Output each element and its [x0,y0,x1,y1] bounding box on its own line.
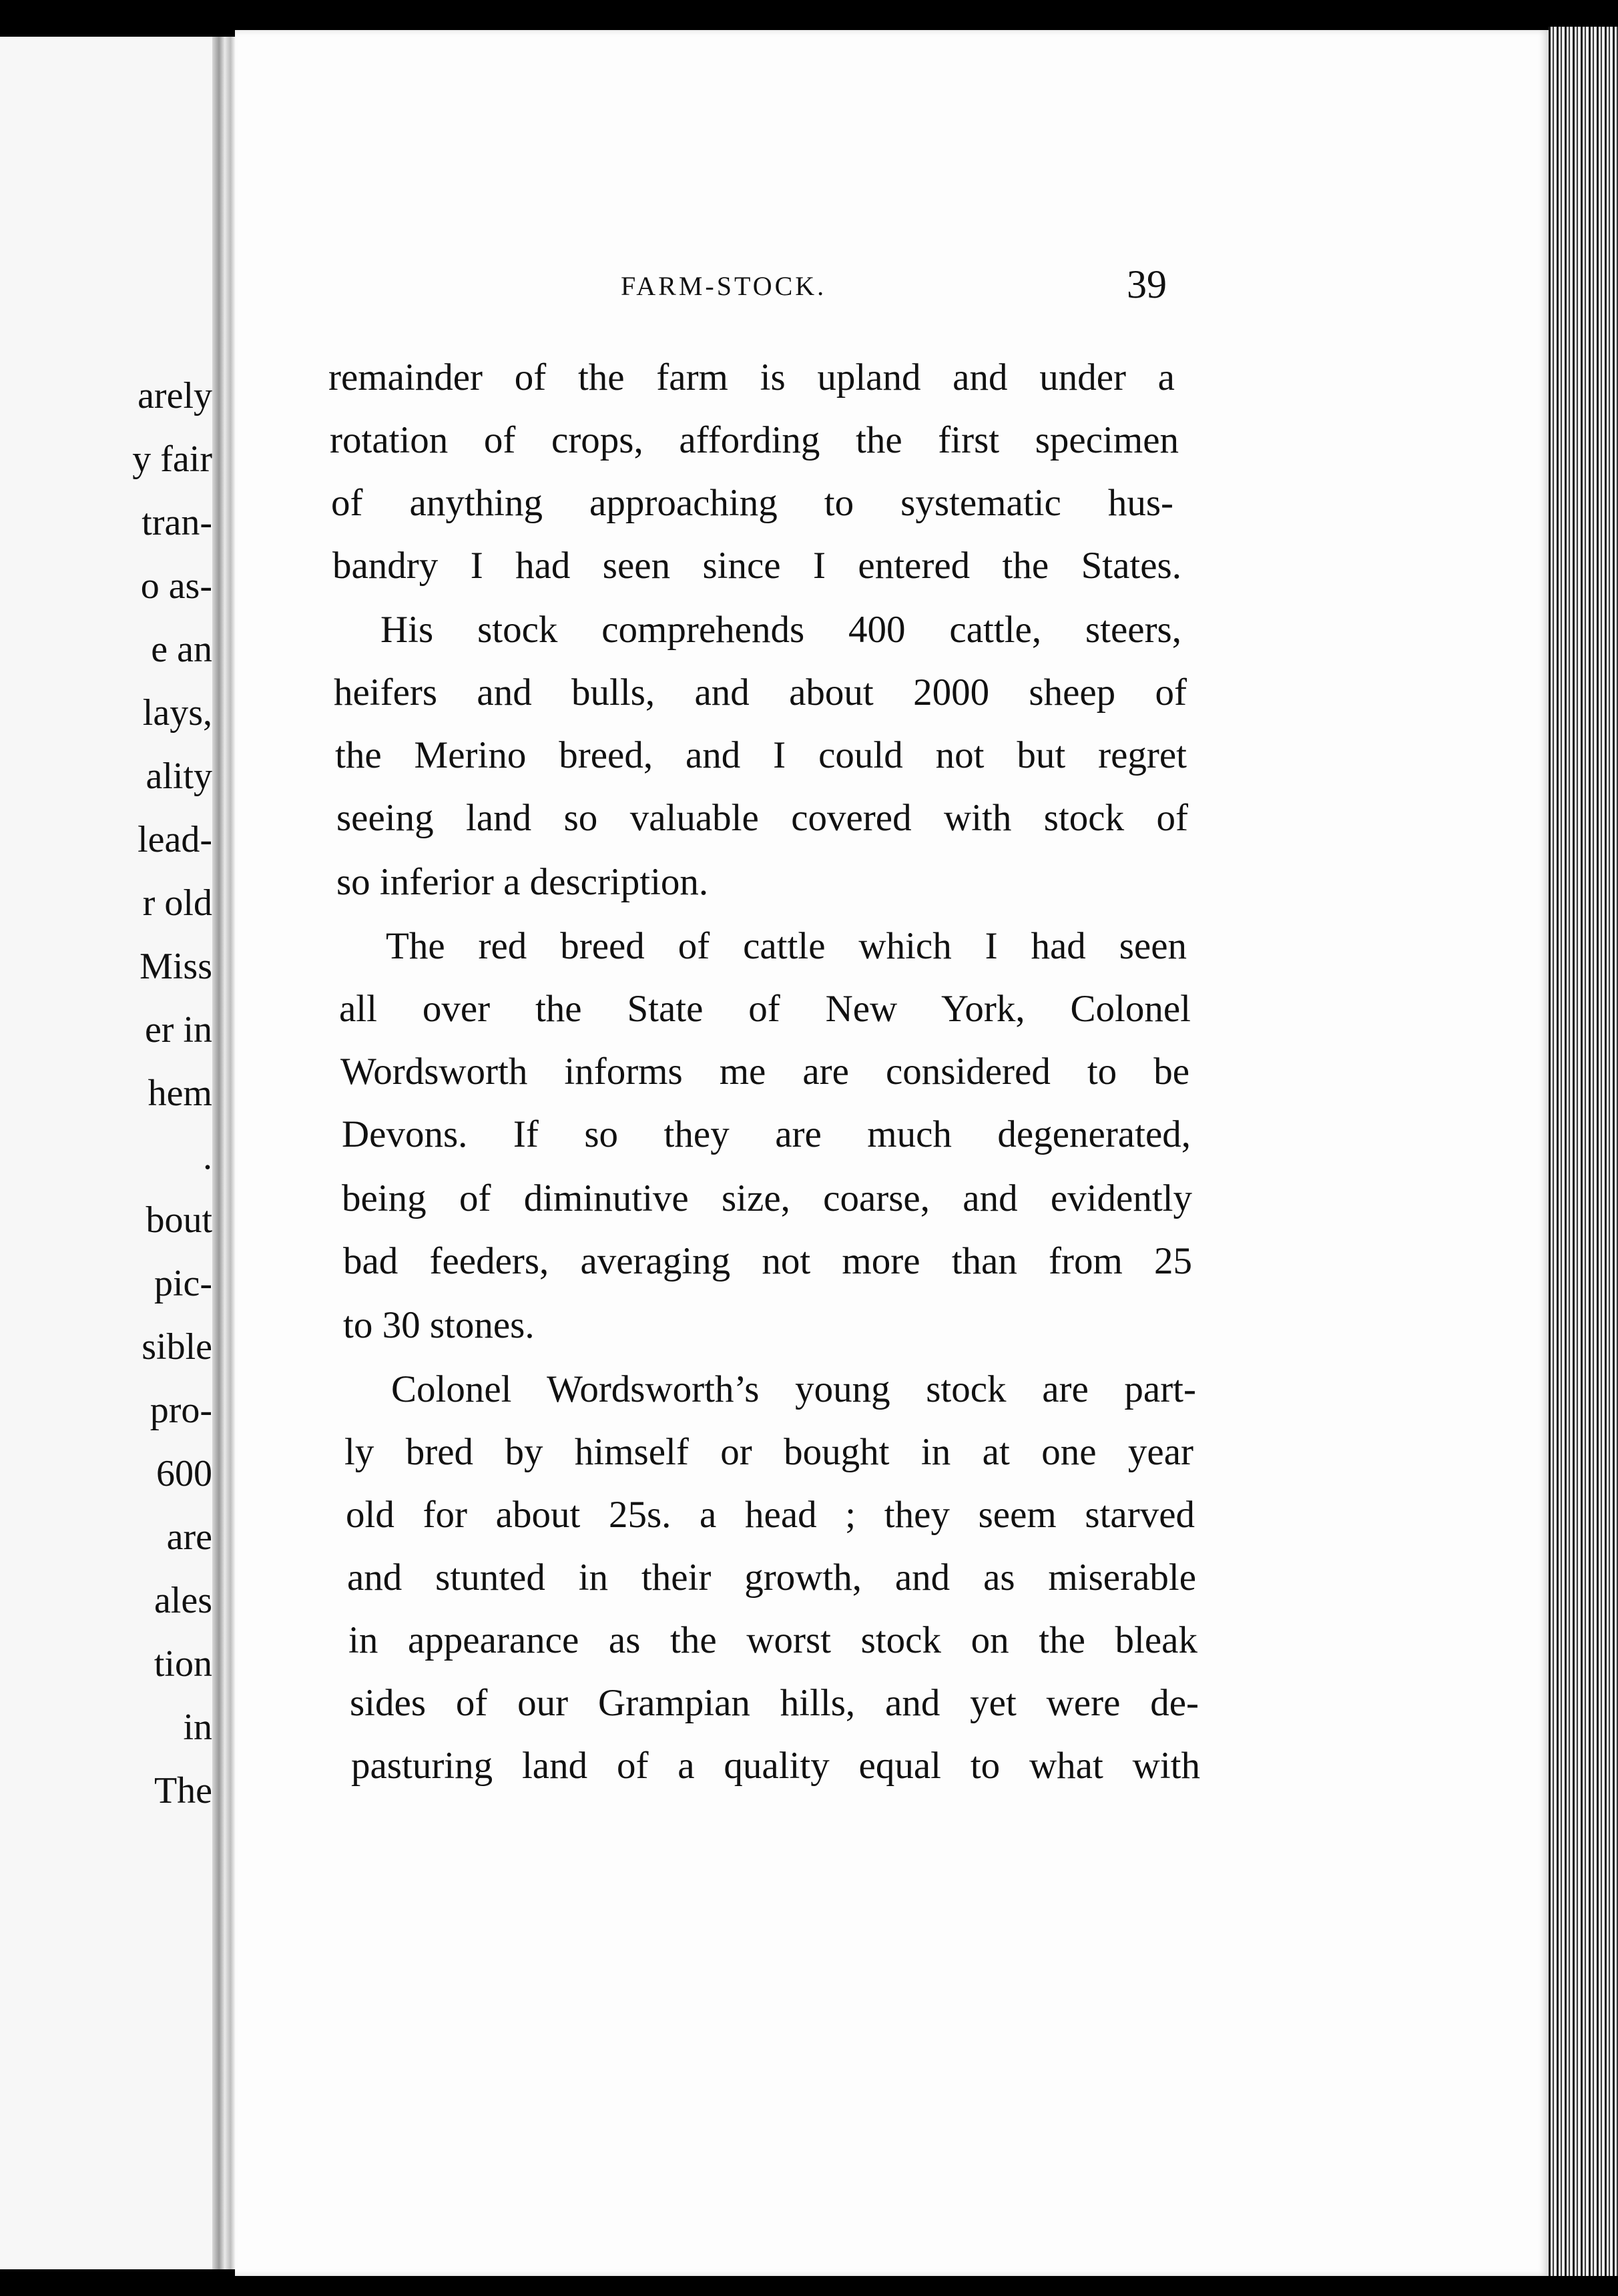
text-line-4: bandry I had seen since I entered the States. [332,545,1181,587]
left-line-4: o as- [140,565,212,607]
text-line-17: Colonel Wordsworth’s young stock are part- [391,1368,1196,1410]
left-line-1: arely [138,375,212,416]
text-line-14: being of diminutive size, coarse, and evidently [342,1177,1192,1219]
left-line-12: hem [148,1073,212,1114]
left-line-18: 600 [156,1453,212,1494]
text-line-16: to 30 stones. [343,1304,535,1346]
left-line-7: ality [146,756,212,797]
text-line-5: His stock comprehends 400 cattle, steers, [380,609,1181,651]
left-line-19: are [166,1516,212,1558]
left-line-3: tran- [142,502,212,543]
left-line-14: bout [146,1199,212,1241]
text-line-7: the Merino breed, and I could not but regret [335,734,1187,776]
left-line-11: er in [144,1009,212,1051]
text-line-2: rotation of crops, affording the first specimen [330,419,1179,461]
text-line-10: The red breed of cattle which I had seen [386,925,1187,967]
left-line-10: Miss [140,946,212,987]
text-line-19: old for about 25s. a head ; they seem starved [346,1494,1195,1536]
left-line-2: y fair [132,439,212,480]
text-line-21: in appearance as the worst stock on the bleak [348,1619,1197,1661]
left-line-22: in [183,1707,212,1748]
text-line-18: ly bred by himself or bought in at one year [344,1431,1193,1473]
book-gutter [212,37,235,2269]
text-line-12: Wordsworth informs me are considered to be [340,1051,1189,1093]
left-line-21: tion [154,1643,212,1685]
left-line-17: pro- [150,1390,212,1431]
text-line-9: so inferior a description. [336,861,709,903]
text-line-20: and stunted in their growth, and as miserable [347,1556,1196,1599]
text-line-8: seeing land so valuable covered with stock of [336,797,1188,839]
text-line-13: Devons. If so they are much degenerated, [342,1113,1191,1155]
text-line-11: all over the State of New York, Colonel [339,988,1191,1030]
left-line-6: lays, [142,692,212,734]
text-line-3: of anything approaching to systematic hus- [331,482,1173,524]
text-line-23: pasturing land of a quality equal to what with [351,1745,1200,1787]
left-line-8: lead- [138,819,212,860]
left-line-15: pic- [154,1263,212,1304]
page-fore-edge [1549,27,1618,2276]
left-line-16: sible [142,1326,212,1368]
left-line-5: e an [151,629,212,670]
left-line-9: r old [142,882,212,924]
text-line-6: heifers and bulls, and about 2000 sheep of [334,671,1187,713]
left-line-20: ales [154,1580,212,1621]
left-line-13: . [203,1136,212,1177]
text-line-15: bad feeders, averaging not more than from 25 [343,1240,1192,1282]
text-line-1: remainder of the farm is upland and under a [328,356,1175,398]
text-line-22: sides of our Grampian hills, and yet were de- [350,1682,1199,1724]
left-page [0,37,212,2269]
left-line-23: The [154,1770,212,1811]
page-number: 39 [1127,262,1167,306]
running-head: FARM-STOCK. [621,271,827,301]
